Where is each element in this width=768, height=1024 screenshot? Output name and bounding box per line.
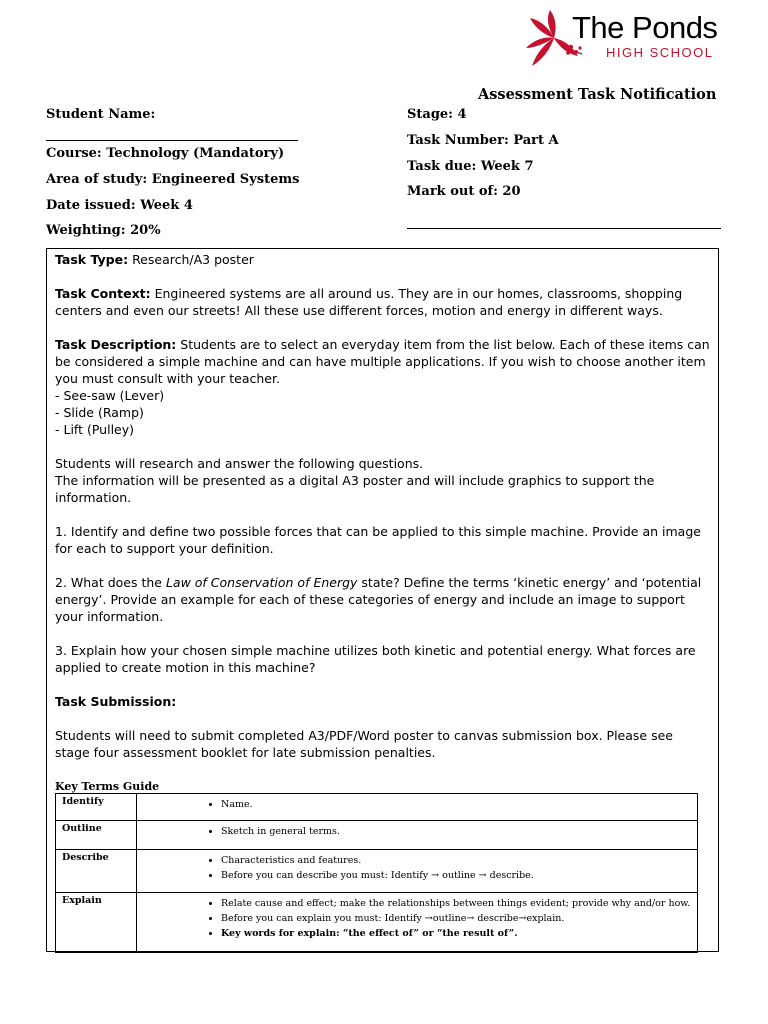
page-title: Assessment Task Notification bbox=[478, 86, 717, 103]
task-submission-text: Students will need to submit completed A3/PDF/Word poster to canvas submission box. Please see stage four assessment booklet for late submission penalties. bbox=[55, 728, 673, 760]
definition-point: • Relate cause and effect; make the relationships between things evident; provide why and/or how. bbox=[221, 897, 691, 910]
question-1: 1. Identify and define two possible forces that can be applied to this simple machine. Provide an image for each to support your definition. bbox=[55, 524, 701, 556]
table-row bbox=[56, 794, 698, 821]
question-2 bbox=[55, 574, 710, 625]
weighting-field: Weighting: 20% bbox=[46, 223, 161, 238]
logo-name: The Ponds bbox=[572, 10, 718, 45]
task-submission-label: Task Submission: bbox=[55, 694, 177, 709]
course-field: Course: Technology (Mandatory) bbox=[46, 146, 285, 161]
table-row bbox=[56, 821, 698, 850]
task-context bbox=[55, 285, 710, 319]
task-content bbox=[55, 251, 710, 778]
definition-point: • Before you can describe you must: Identify → outline → describe. bbox=[221, 869, 691, 882]
research-intro bbox=[55, 455, 710, 506]
student-name-label: Student Name: bbox=[46, 107, 156, 122]
definition-point: • Key words for explain: “the effect of” or “the result of”. bbox=[221, 927, 691, 940]
question-3: 3. Explain how your chosen simple machine utilizes both kinetic and potential energy. What forces are applied to create motion in this machine? bbox=[55, 643, 696, 675]
task-description-text: Students are to select an everyday item from the list below. Each of these items can be considered a simple machine and can have multiple applications. If you wish to choose another item you must consult with your teacher. bbox=[55, 337, 710, 386]
question-2-law: Law of Conservation of Energy bbox=[165, 575, 358, 590]
item-list-item: - Lift (Pulley) bbox=[55, 422, 135, 437]
definition-point: • Sketch in general terms. bbox=[221, 825, 691, 838]
definition-point: • Before you can explain you must: Identify →outline→ describe→explain. bbox=[221, 912, 691, 925]
definition-cell bbox=[137, 794, 698, 821]
task-context-label: Task Context: bbox=[55, 286, 151, 301]
student-name-line bbox=[46, 140, 298, 141]
task-description bbox=[55, 336, 710, 438]
research-line-1: Students will research and answer the following questions. bbox=[55, 456, 424, 471]
definition-point: • Name. bbox=[221, 798, 691, 811]
term-cell: Describe bbox=[56, 850, 137, 893]
task-box bbox=[46, 248, 719, 952]
right-meta-line bbox=[407, 228, 721, 229]
definition-cell bbox=[137, 893, 698, 953]
item-list-item: - Slide (Ramp) bbox=[55, 405, 144, 420]
school-logo bbox=[524, 8, 734, 74]
table-row bbox=[56, 893, 698, 953]
term-cell: Explain bbox=[56, 893, 137, 953]
task-type-label: Task Type: bbox=[55, 252, 129, 267]
date-issued-field: Date issued: Week 4 bbox=[46, 198, 193, 213]
definition-point: • Characteristics and features. bbox=[221, 854, 691, 867]
mark-out-of-field: Mark out of: 20 bbox=[407, 184, 521, 199]
logo-subtitle: HIGH SCHOOL bbox=[606, 45, 714, 60]
item-list-item: - See-saw (Lever) bbox=[55, 388, 165, 403]
task-description-label: Task Description: bbox=[55, 337, 177, 352]
question-2-before: 2. What does the bbox=[55, 575, 166, 590]
definition-cell bbox=[137, 821, 698, 850]
task-type bbox=[55, 251, 710, 268]
area-of-study-field: Area of study: Engineered Systems bbox=[46, 172, 300, 187]
stage-field: Stage: 4 bbox=[407, 107, 467, 122]
task-context-text: Engineered systems are all around us. They are in our homes, classrooms, shopping centers and even our streets! All these use different forces, motion and energy in different ways. bbox=[55, 286, 683, 318]
table-row bbox=[56, 850, 698, 893]
question-2-after: state? Define the terms ‘kinetic energy’ and ‘potential energy’. Provide an example for each of these categories of energy and include an image to support your information. bbox=[55, 575, 702, 624]
key-terms-title: Key Terms Guide bbox=[55, 780, 160, 793]
task-type-value: Research/A3 poster bbox=[132, 252, 254, 267]
term-cell: Outline bbox=[56, 821, 137, 850]
term-cell: Identify bbox=[56, 794, 137, 821]
task-due-field: Task due: Week 7 bbox=[407, 159, 534, 174]
definition-cell bbox=[137, 850, 698, 893]
key-terms-table bbox=[55, 793, 698, 953]
task-number-field: Task Number: Part A bbox=[407, 133, 559, 148]
research-line-2: The information will be presented as a digital A3 poster and will include graphics to support the information. bbox=[55, 473, 655, 505]
